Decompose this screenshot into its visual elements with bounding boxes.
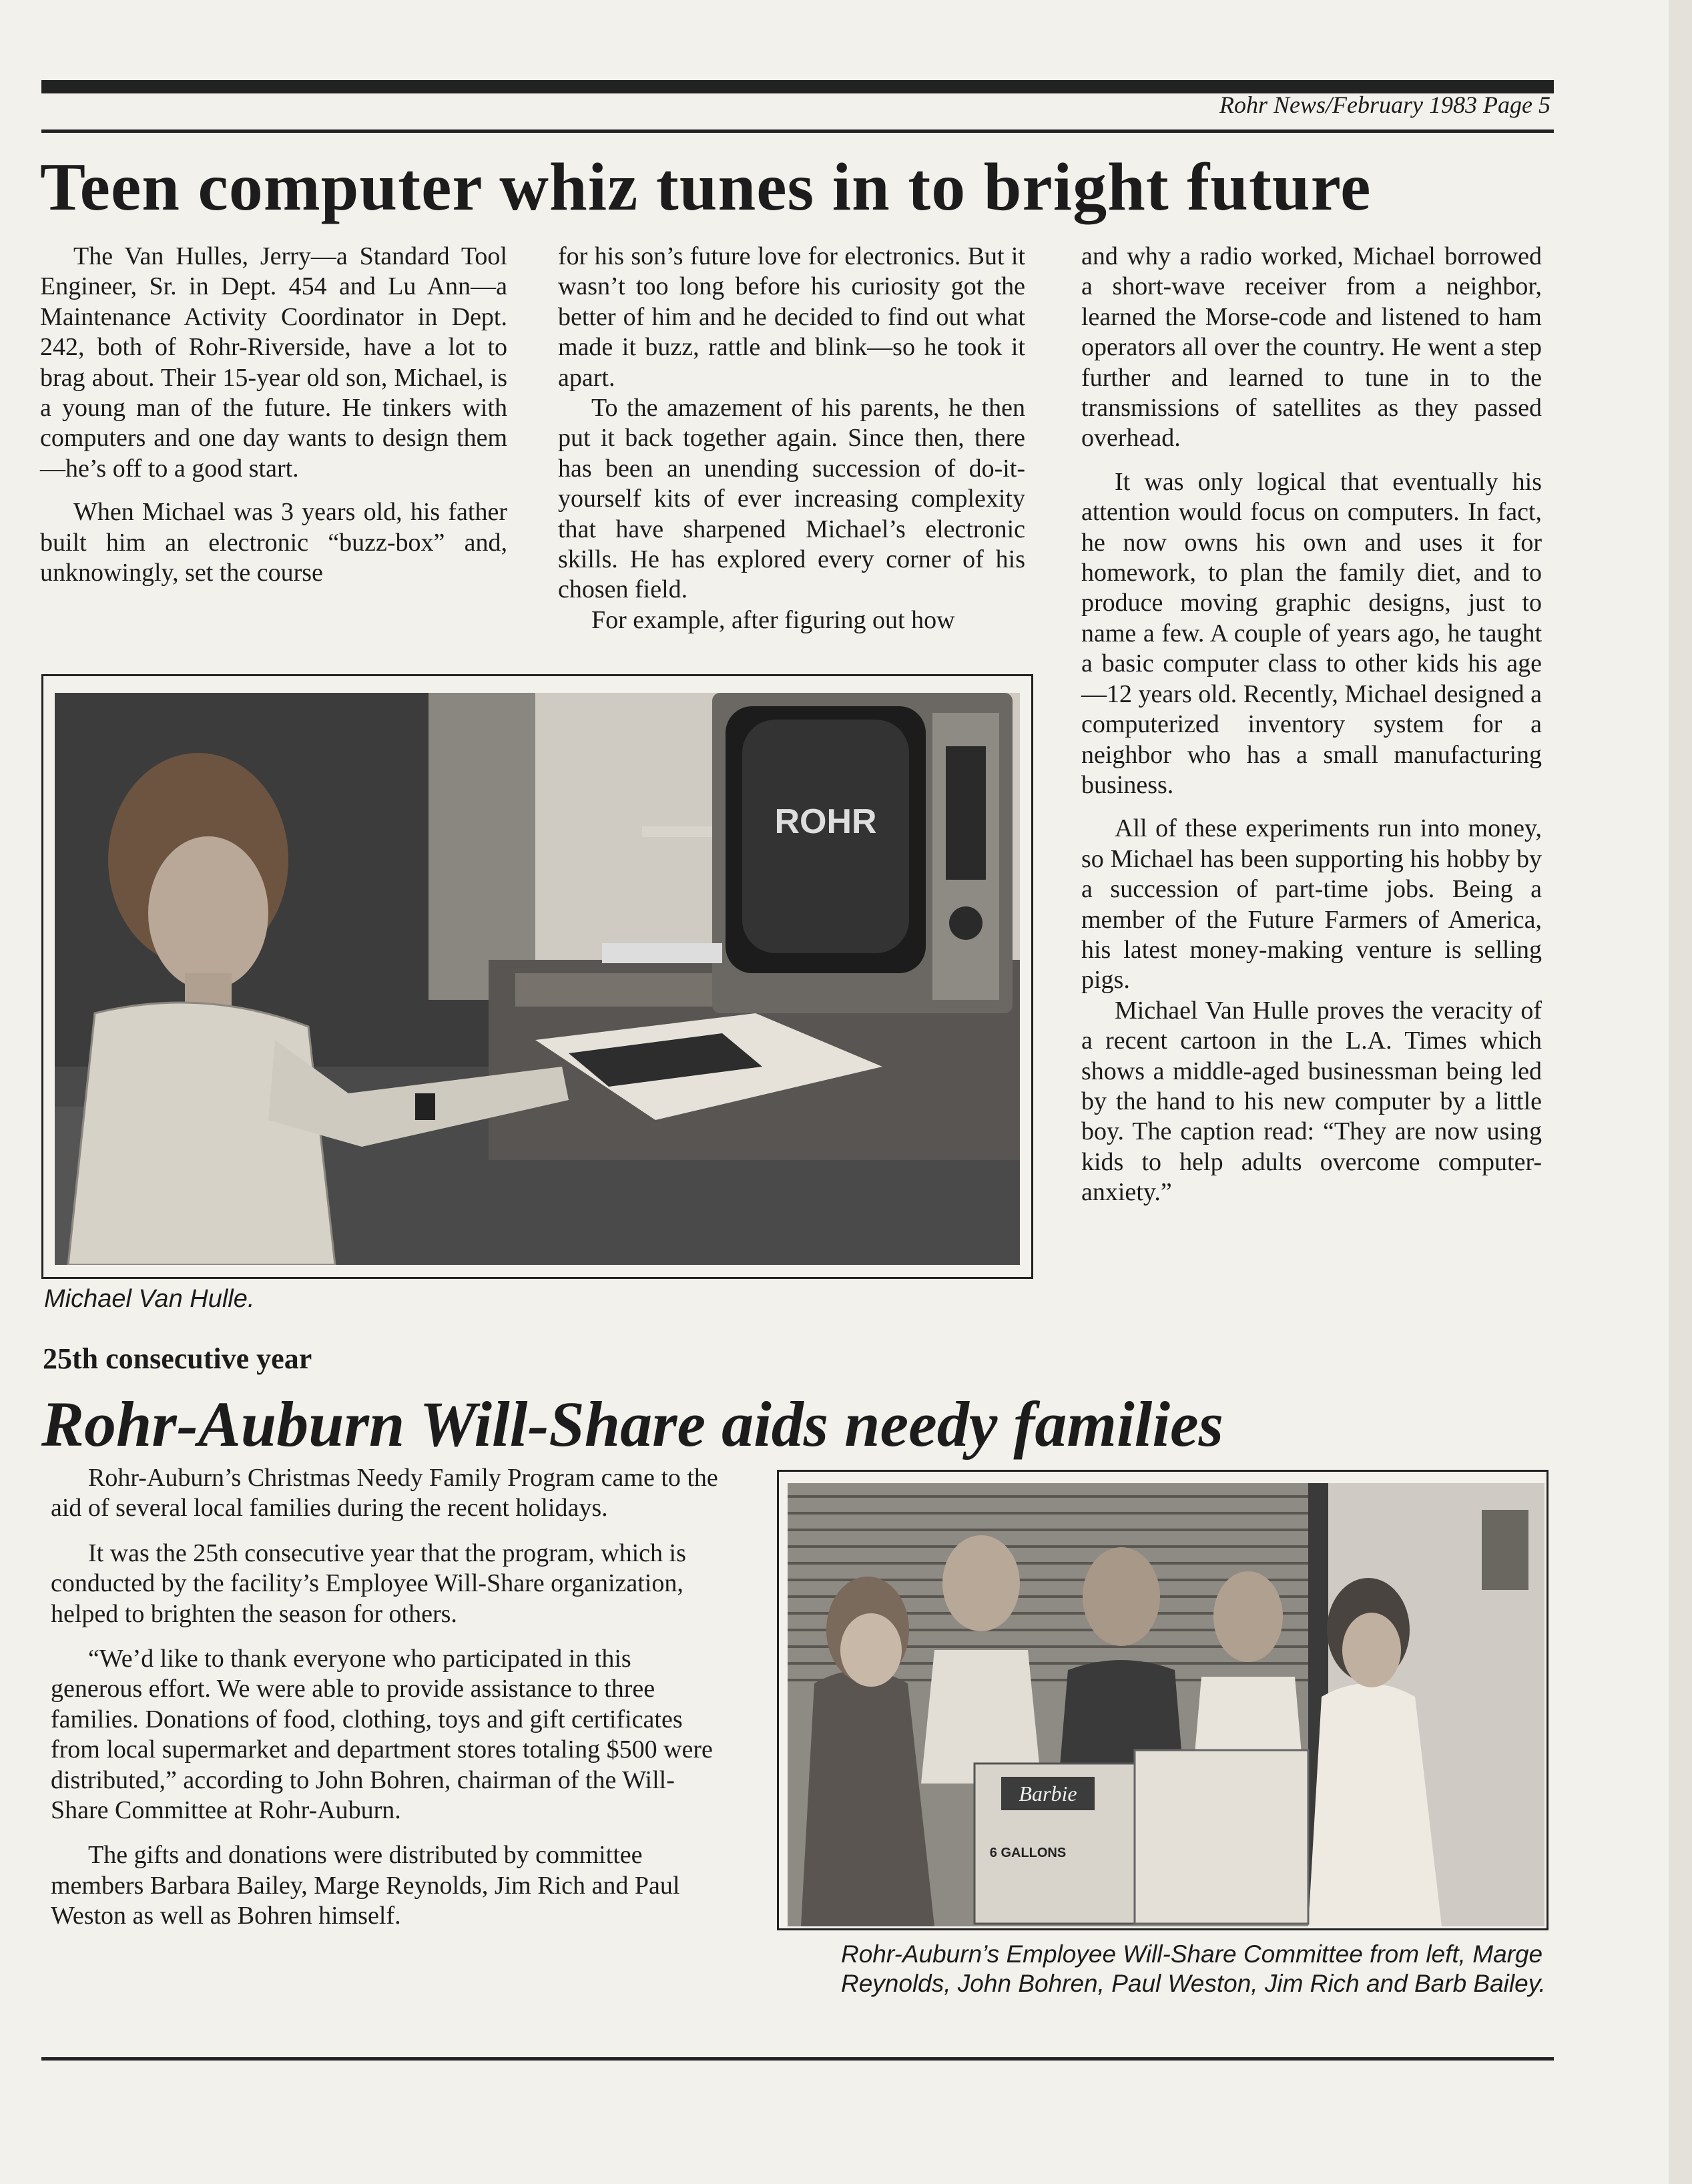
- article1-column-1: [40, 242, 507, 588]
- header-rule: [41, 129, 1554, 133]
- box-label-barbie: Barbie: [1019, 1782, 1077, 1806]
- article1-paragraph: It was only logical that eventually his attention would focus on computers. In fact, he now owns his own and uses it for homework, to plan the family diet, and to produce moving graphic designs, just to name a few. A couple of years ago, he taught a basic computer class to other kids his age—12 years old. Recently, Michael designed a computerized inventory system for a neighbor who has a small manufacturing business.: [1081, 467, 1542, 799]
- article2-paragraph: Rohr-Auburn’s Christmas Needy Family Program came to the aid of several local families during the recent holidays.: [51, 1464, 718, 1523]
- photo1-caption: Michael Van Hulle.: [44, 1285, 255, 1313]
- article1-paragraph: for his son’s future love for electronics. But it wasn’t too long before his curiosity got the better of him and he decided to find out what made it buzz, rattle and blink—so he took it apart.: [558, 242, 1025, 392]
- article2-paragraph: “We’d like to thank everyone who participated in this generous effort. We were able to provide assistance to three families. Donations of food, clothing, toys and gift certificates from local supermarket and department stores totaling $500 were distributed,” according to John Bohren, chairman of the Will-Share Committee at Rohr-Auburn.: [51, 1645, 713, 1825]
- article1-paragraph: To the amazement of his parents, he then put it back together again. Since then, there has been an unending succession of do-it-yourself kits of ever increasing complexity that have sharpened Michael’s electronic skills. He has explored every corner of his chosen field.: [558, 394, 1025, 604]
- article1-paragraph: All of these experiments run into money, so Michael has been supporting his hobby by a succession of part-time jobs. Being a member of the Future Farmers of America, his latest money-making venture is selling pigs.: [1081, 814, 1542, 995]
- article1-paragraph: For example, after figuring out how: [591, 605, 955, 634]
- article1-column-2: [558, 242, 1025, 635]
- article1-paragraph: When Michael was 3 years old, his father built him an electronic “buzz-box” and, unknowingly, set the course: [40, 498, 507, 587]
- article1-paragraph: The Van Hulles, Jerry—a Standard Tool Engineer, Sr. in Dept. 454 and Lu Ann—a Maintenance Activity Coordinator in Dept. 242, both of Rohr-Riverside, have a lot to brag about. Their 15-year old son, Michael, is a young man of the future. He tinkers with computers and one day wants to design them—he’s off to a good start.: [40, 242, 507, 483]
- article1-column-3: [1081, 242, 1542, 1208]
- bottom-rule: [41, 2057, 1554, 2061]
- article1-paragraph: Michael Van Hulle proves the veracity of a recent cartoon in the L.A. Times which shows a middle-aged businessman being led by the hand to his new computer by a little boy. The caption read: “They are now using kids to help adults overcome computer-anxiety.”: [1081, 996, 1542, 1207]
- article1-paragraph: and why a radio worked, Michael borrowed a short-wave receiver from a neighbor, learned the Morse-code and listened to ham operators all over the country. He went a step further and learned to tune in to the transmissions of satellites as they passed overhead.: [1081, 242, 1542, 453]
- photo-michael-computer: [55, 693, 1020, 1265]
- photo-will-share-committee: [788, 1483, 1544, 1926]
- photo2-caption: Rohr-Auburn’s Employee Will-Share Committee from left, Marge Reynolds, John Bohren, Paul Weston, Jim Rich and Barb Bailey.: [841, 1940, 1546, 1997]
- page-edge: [1669, 0, 1692, 2184]
- box-label-gallons: 6 GALLONS: [989, 1846, 1067, 1860]
- article2-kicker: 25th consecutive year: [43, 1342, 312, 1375]
- article2-body: [51, 1463, 725, 1946]
- article2-paragraph: It was the 25th consecutive year that the program, which is conducted by the facility’s Employee Will-Share organization, helped to brighten the season for others.: [51, 1539, 686, 1628]
- article1-headline: Teen computer whiz tunes in to bright future: [40, 150, 1372, 225]
- article2-headline: Rohr-Auburn Will-Share aids needy families: [41, 1388, 1223, 1460]
- monitor-screen-text: ROHR: [774, 802, 877, 841]
- article2-paragraph: The gifts and donations were distributed by committee members Barbara Bailey, Marge Reynolds, Jim Rich and Paul Weston as well as Bohren himself.: [51, 1841, 680, 1930]
- page-folio: Rohr News/February 1983 Page 5: [1219, 91, 1550, 118]
